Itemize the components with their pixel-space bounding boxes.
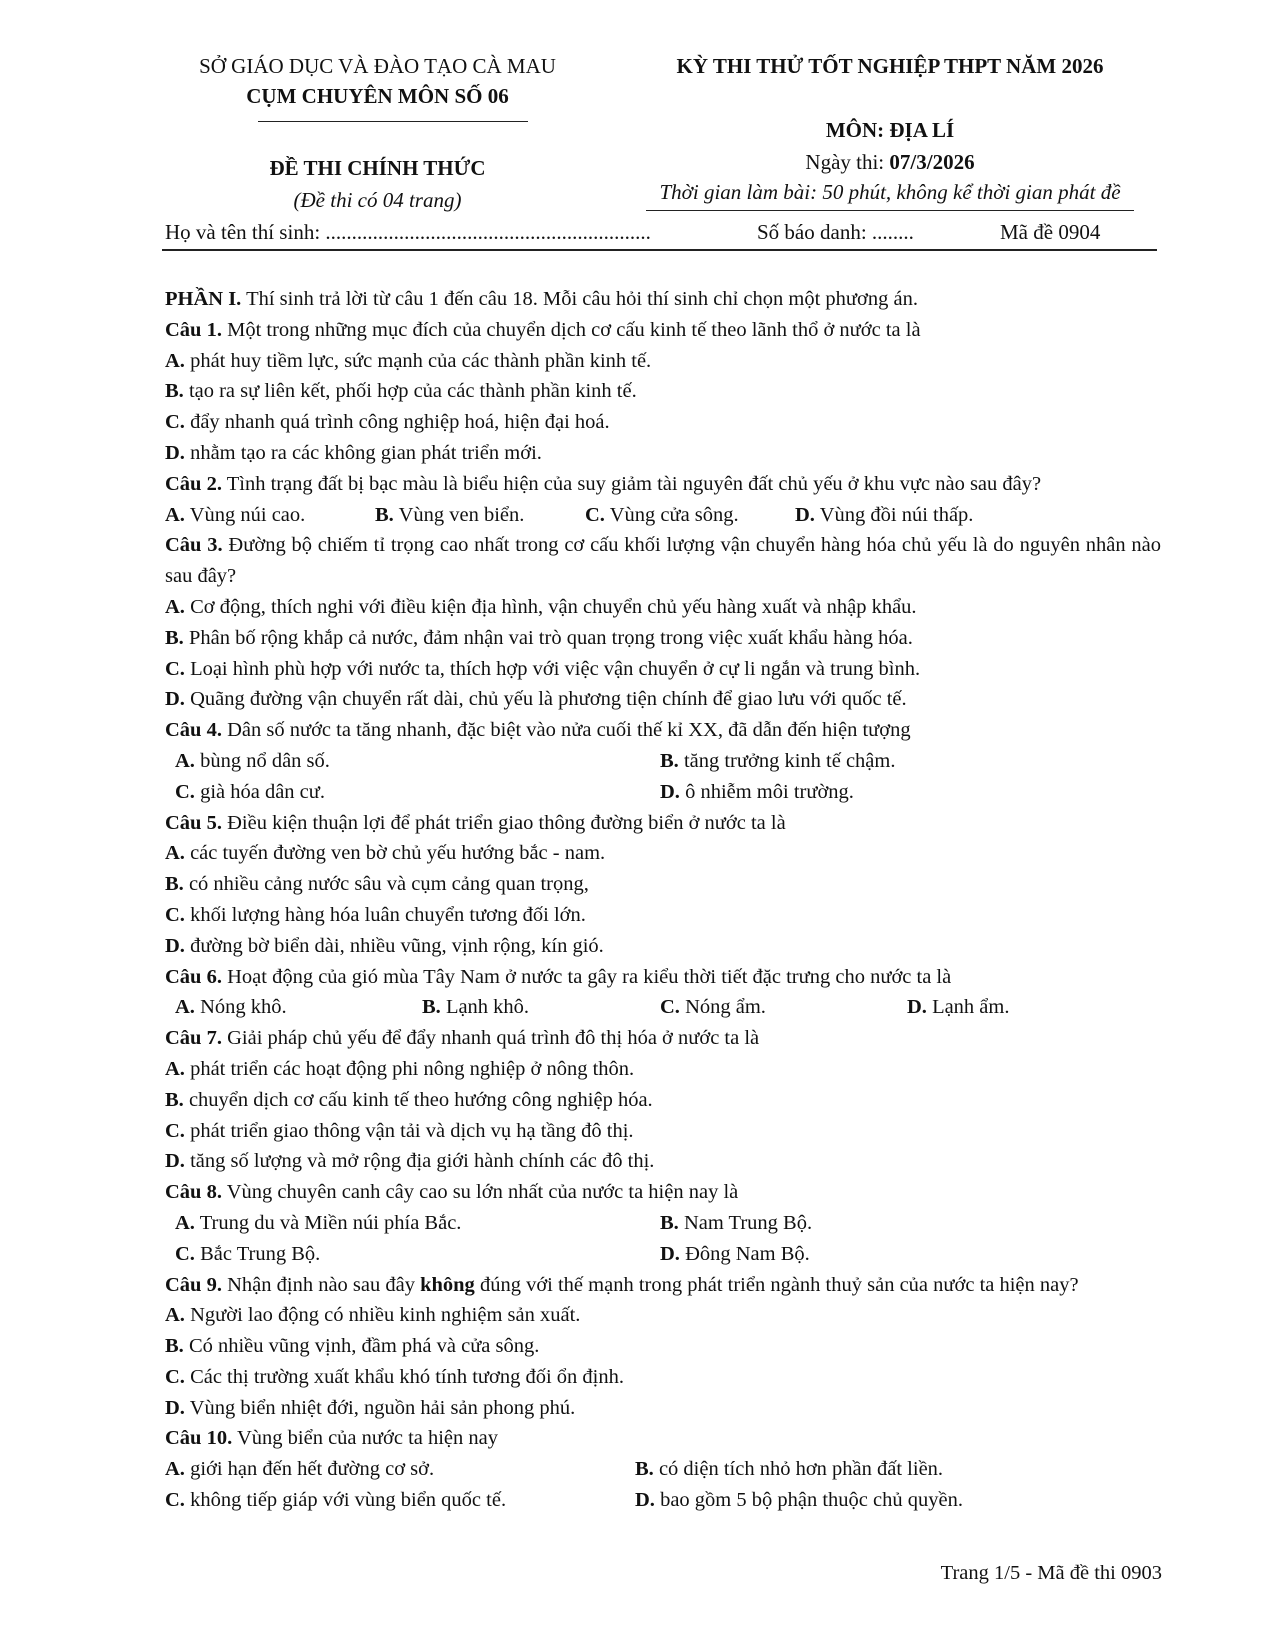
option-b [165, 623, 1161, 654]
option-a [165, 592, 1161, 623]
option-a [165, 1300, 1161, 1331]
option-text: Vùng đồi núi thấp. [814, 503, 974, 526]
option-text: già hóa dân cư. [194, 780, 326, 803]
option-letter: B. [660, 749, 679, 772]
option-letter: D. [635, 1489, 655, 1512]
option-d [907, 992, 1117, 1023]
option-a [175, 746, 660, 777]
question-label: Câu 9. [165, 1273, 222, 1296]
question-10 [165, 1423, 1161, 1454]
option-letter: D. [165, 688, 185, 711]
question-label: Câu 4. [165, 719, 222, 742]
option-c [165, 407, 1161, 438]
question-text: Tình trạng đất bị bạc màu là biểu hiện của suy giảm tài nguyên đất chủ yếu ở khu vực nào sau đây? [221, 472, 1042, 495]
option-letter: B. [635, 1458, 654, 1481]
candidate-name: Họ và tên thí sinh: .............................................................. [165, 220, 651, 244]
question-text: Giải pháp chủ yếu để đẩy nhanh quá trình đô thị hóa ở nước ta là [221, 1027, 760, 1050]
option-letter: D. [165, 1150, 185, 1173]
question-7 [165, 1023, 1161, 1054]
exam-title: KỲ THI THỬ TỐT NGHIỆP THPT NĂM 2026 [676, 54, 1104, 78]
options-row [165, 777, 1161, 808]
option-text: Nóng ẩm. [679, 996, 766, 1019]
option-letter: C. [585, 503, 605, 526]
option-b [165, 1085, 1161, 1116]
option-letter: D. [165, 441, 185, 464]
option-text: phát huy tiềm lực, sức mạnh của các thành phần kinh tế. [184, 349, 652, 372]
option-letter: B. [422, 996, 441, 1019]
option-text: Các thị trường xuất khẩu khó tính tương đối ổn định. [184, 1365, 624, 1388]
option-text: giới hạn đến hết đường cơ sở. [184, 1458, 435, 1481]
option-text: Lạnh ẩm. [926, 996, 1010, 1019]
option-letter: B. [165, 380, 184, 403]
exam-date-label: Ngày thi: [805, 150, 890, 174]
options-row [165, 746, 1161, 777]
option-text: phát triển các hoạt động phi nông nghiệp ở nông thôn. [184, 1057, 635, 1080]
option-d [165, 1393, 1161, 1424]
option-letter: D. [165, 1396, 185, 1419]
option-letter: B. [165, 626, 184, 649]
question-label: Câu 5. [165, 811, 222, 834]
questions-section [165, 284, 1161, 1516]
options-row [165, 992, 1161, 1023]
option-b [165, 376, 1161, 407]
option-text: bao gồm 5 bộ phận thuộc chủ quyền. [654, 1489, 963, 1512]
option-b [165, 1331, 1161, 1362]
option-d [165, 931, 1161, 962]
option-text: Đông Nam Bộ. [679, 1242, 810, 1265]
question-9 [165, 1270, 1161, 1301]
option-text: Quãng đường vận chuyển rất dài, chủ yếu là phương tiện chính để giao lưu với quốc tế. [184, 688, 907, 711]
question-label: Câu 3. [165, 534, 223, 557]
question-text: Một trong những mục đích của chuyển dịch cơ cấu kinh tế theo lãnh thổ ở nước ta là [221, 318, 921, 341]
option-letter: C. [660, 996, 680, 1019]
option-letter: B. [660, 1211, 679, 1234]
option-text: đường bờ biển dài, nhiều vũng, vịnh rộng, kín gió. [184, 934, 604, 957]
option-a [165, 500, 375, 531]
question-2 [165, 469, 1161, 500]
option-text: không tiếp giáp với vùng biển quốc tế. [184, 1489, 507, 1512]
subject-label: MÔN: ĐỊA LÍ [825, 118, 955, 142]
question-emphasis: không [420, 1273, 475, 1296]
option-text: Vùng ven biển. [393, 503, 525, 526]
question-3 [165, 530, 1161, 592]
option-text: chuyển dịch cơ cấu kinh tế theo hướng công nghiệp hóa. [183, 1088, 653, 1111]
option-d [660, 1239, 1160, 1270]
option-d [795, 500, 1005, 531]
options-row [165, 1485, 1161, 1516]
question-4 [165, 715, 1161, 746]
department-name: SỞ GIÁO DỤC VÀ ĐÀO TẠO CÀ MAU [199, 54, 556, 78]
question-1 [165, 315, 1161, 346]
options-row [165, 1239, 1161, 1270]
option-text: Bắc Trung Bộ. [194, 1242, 321, 1265]
option-a [165, 838, 1161, 869]
option-letter: D. [165, 934, 185, 957]
option-letter: C. [175, 1242, 195, 1265]
question-label: Câu 7. [165, 1027, 222, 1050]
option-d [635, 1485, 1135, 1516]
exam-date-value: 07/3/2026 [889, 150, 975, 174]
option-text: nhằm tạo ra các không gian phát triển mới. [184, 441, 542, 464]
question-text: Hoạt động của gió mùa Tây Nam ở nước ta gây ra kiểu thời tiết đặc trưng cho nước ta là [221, 965, 952, 988]
option-text: khối lượng hàng hóa luân chuyển tương đối lớn. [184, 903, 586, 926]
option-letter: C. [165, 411, 185, 434]
option-c [175, 1239, 660, 1270]
option-text: Loại hình phù hợp với nước ta, thích hợp với việc vận chuyển ở cự li ngắn và trung bình. [184, 657, 921, 680]
option-c [660, 992, 907, 1023]
option-c [165, 1362, 1161, 1393]
option-b [635, 1454, 1135, 1485]
option-b [660, 746, 1160, 777]
option-letter: C. [175, 780, 195, 803]
option-a [175, 992, 422, 1023]
option-letter: A. [165, 1458, 185, 1481]
option-text: có nhiều cảng nước sâu và cụm cảng quan trọng, [183, 873, 589, 896]
option-b [375, 500, 585, 531]
cluster-name: CỤM CHUYÊN MÔN SỐ 06 [246, 84, 509, 108]
part1-instruction [165, 284, 1161, 315]
candidate-number: Số báo danh: ........ [757, 220, 914, 244]
option-text: Lạnh khô. [440, 996, 530, 1019]
part1-text: Thí sinh trả lời từ câu 1 đến câu 18. Mỗi câu hỏi thí sinh chỉ chọn một phương án. [241, 288, 918, 310]
option-text: tăng trưởng kinh tế chậm. [678, 749, 896, 772]
option-letter: C. [165, 1119, 185, 1142]
option-letter: C. [165, 1489, 185, 1512]
option-text: phát triển giao thông vận tải và dịch vụ hạ tầng đô thị. [184, 1119, 634, 1142]
header-underline [258, 121, 528, 122]
option-text: Trung du và Miền núi phía Bắc. [194, 1211, 462, 1234]
time-underline [646, 210, 1134, 211]
option-text: Nóng khô. [194, 996, 287, 1019]
option-text: các tuyến đường ven bờ chủ yếu hướng bắc - nam. [184, 842, 606, 865]
option-text: Cơ động, thích nghi với điều kiện địa hình, vận chuyển chủ yếu hàng xuất và nhập khẩu. [184, 595, 917, 618]
option-d [165, 438, 1161, 469]
option-text: bùng nổ dân số. [194, 749, 330, 772]
option-d [165, 684, 1161, 715]
question-text: Đường bộ chiếm tỉ trọng cao nhất trong cơ cấu khối lượng vận chuyển hàng hóa chủ yếu là do nguyên nhân nào sau đây? [165, 534, 1161, 588]
option-letter: C. [165, 903, 185, 926]
option-c [165, 900, 1161, 931]
pages-note: (Đề thi có 04 trang) [293, 188, 462, 212]
option-c [165, 1116, 1161, 1147]
option-text: Phân bố rộng khắp cả nước, đảm nhận vai trò quan trọng trong việc xuất khẩu hàng hóa. [183, 626, 913, 649]
question-text: Nhận định nào sau đây [221, 1273, 421, 1296]
option-letter: A. [165, 595, 185, 618]
options-row [165, 500, 1161, 531]
option-letter: B. [165, 873, 184, 896]
question-label: Câu 8. [165, 1181, 222, 1204]
option-letter: C. [165, 1365, 185, 1388]
option-text: Vùng cửa sông. [604, 503, 739, 526]
part1-label: PHẦN I. [165, 288, 242, 310]
question-text: đúng với thế mạnh trong phát triển ngành thuỷ sản của nước ta hiện nay? [474, 1273, 1079, 1296]
question-5 [165, 808, 1161, 839]
option-text: Vùng biển nhiệt đới, nguồn hải sản phong phú. [184, 1396, 576, 1419]
option-letter: B. [375, 503, 394, 526]
exam-date [630, 150, 1150, 175]
option-d [165, 1146, 1161, 1177]
option-b [165, 869, 1161, 900]
question-text: Vùng biển của nước ta hiện nay [232, 1427, 499, 1450]
question-8 [165, 1177, 1161, 1208]
option-text: có diện tích nhỏ hơn phần đất liền. [653, 1458, 944, 1481]
option-text: ô nhiễm môi trường. [679, 780, 854, 803]
option-letter: D. [660, 1242, 680, 1265]
question-text: Vùng chuyên canh cây cao su lớn nhất của nước ta hiện nay là [221, 1181, 739, 1204]
option-letter: A. [165, 1057, 185, 1080]
option-letter: A. [165, 842, 185, 865]
option-text: đẩy nhanh quá trình công nghiệp hoá, hiện đại hoá. [184, 411, 610, 434]
question-label: Câu 1. [165, 318, 222, 341]
option-b [660, 1208, 1160, 1239]
official-label: ĐỀ THI CHÍNH THỨC [269, 156, 486, 180]
page-footer: Trang 1/5 - Mã đề thi 0903 [940, 1562, 1162, 1584]
option-a [165, 1054, 1161, 1085]
question-label: Câu 6. [165, 965, 222, 988]
header-divider [162, 249, 1157, 251]
question-label: Câu 2. [165, 472, 222, 495]
option-b [422, 992, 660, 1023]
question-6 [165, 962, 1161, 993]
option-letter: D. [907, 996, 927, 1019]
question-label: Câu 10. [165, 1427, 233, 1450]
option-letter: A. [165, 1304, 185, 1327]
option-c [165, 654, 1161, 685]
option-c [585, 500, 795, 531]
option-c [165, 1485, 635, 1516]
option-letter: C. [165, 657, 185, 680]
option-d [660, 777, 1160, 808]
option-text: Có nhiều vũng vịnh, đầm phá và cửa sông. [183, 1335, 540, 1358]
option-letter: A. [165, 503, 185, 526]
option-letter: D. [795, 503, 815, 526]
question-text: Dân số nước ta tăng nhanh, đặc biệt vào nửa cuối thế kỉ XX, đã dẫn đến hiện tượng [221, 719, 911, 742]
option-text: Người lao động có nhiều kinh nghiệm sản xuất. [184, 1304, 581, 1327]
option-c [175, 777, 660, 808]
options-row [165, 1208, 1161, 1239]
question-text: Điều kiện thuận lợi để phát triển giao thông đường biển ở nước ta là [221, 811, 786, 834]
option-letter: B. [165, 1088, 184, 1111]
time-note: Thời gian làm bài: 50 phút, không kể thời gian phát đề [659, 180, 1121, 204]
option-letter: A. [165, 349, 185, 372]
option-letter: A. [175, 996, 195, 1019]
option-text: tăng số lượng và mở rộng địa giới hành chính các đô thị. [184, 1150, 655, 1173]
option-a [165, 1454, 635, 1485]
option-letter: A. [175, 1211, 195, 1234]
option-letter: D. [660, 780, 680, 803]
option-a [165, 346, 1161, 377]
option-text: tạo ra sự liên kết, phối hợp của các thành phần kinh tế. [183, 380, 637, 403]
option-text: Vùng núi cao. [184, 503, 306, 526]
option-text: Nam Trung Bộ. [678, 1211, 813, 1234]
option-letter: B. [165, 1335, 184, 1358]
option-letter: A. [175, 749, 195, 772]
option-a [175, 1208, 660, 1239]
options-row [165, 1454, 1161, 1485]
exam-code: Mã đề 0904 [1000, 220, 1101, 244]
